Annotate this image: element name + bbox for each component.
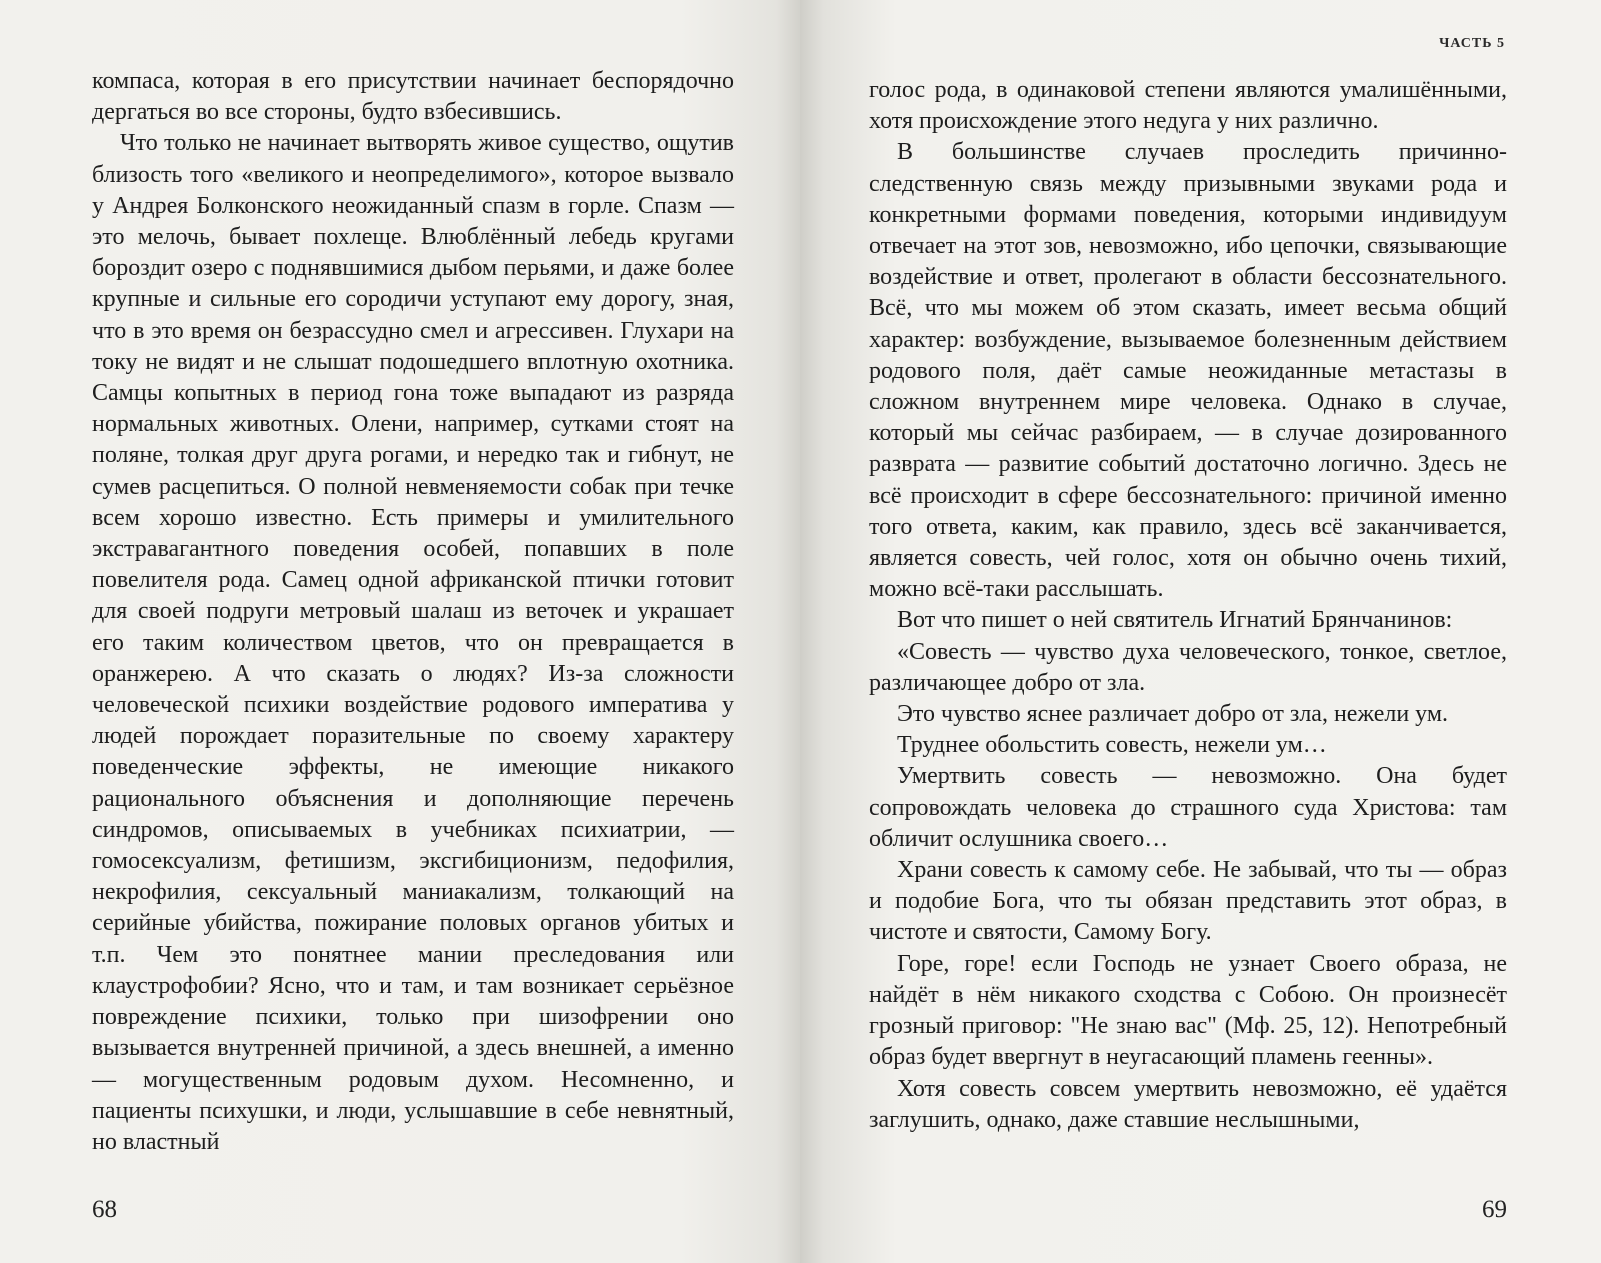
quote-paragraph: Храни совесть к самому себе. Не забывай, что ты — образ и подобие Бога, что ты обязан представить этот образ, в чистоте и святости, Самому Богу. (869, 857, 1507, 946)
right-page-text (869, 75, 1507, 1136)
right-page (800, 0, 1601, 1263)
left-page (0, 0, 800, 1263)
paragraph: Вот что пишет о ней святитель Игнатий Брянчанинов: (897, 607, 1453, 634)
quote-paragraph: Умертвить совесть — невозможно. Она будет сопровождать человека до страшного суда Христова: там обличит ослушника своего… (869, 763, 1507, 852)
left-page-text (92, 66, 734, 1158)
paragraph: голос рода, в одинаковой степени являются умалишёнными, хотя происхождение этого недуга у них различно. (869, 77, 1507, 135)
page-number: 68 (92, 1196, 117, 1223)
running-head: ЧАСТЬ 5 (1439, 36, 1505, 51)
quote-paragraph: Горе, горе! если Господь не узнает Своего образа, не найдёт в нём никакого сходства с Собою. Он произнесёт грозный приговор: "Не знаю вас" (Мф. 25, 12). Непотребный образ будет ввергнут в неугасающий пламень геенны». (869, 950, 1507, 1071)
page-number: 69 (1482, 1196, 1507, 1223)
paragraph: В большинстве случаев проследить причинно-следственную связь между призывными звуками рода и конкретными формами поведения, которыми индивидуум отвечает на этот зов, невозможно, ибо цепочки, связывающие воздействие и ответ, пролегают в области бессознательного. Всё, что мы можем об этом сказать, имеет весьма общий характер: возбуждение, вызываемое болезненным действием родового поля, даёт самые неожиданные метастазы в сложном внутреннем мире человека. Однако в случае, который мы сейчас разбираем, — в случае дозированного разврата — развитие событий достаточно логично. Здесь не всё происходит в сфере бессознательного: причиной именно того ответа, каким, как правило, здесь всё заканчивается, является совесть, чей голос, хотя он обычно очень тихий, можно всё-таки расслышать. (869, 139, 1507, 603)
quote-paragraph: Труднее обольстить совесть, нежели ум… (897, 732, 1327, 759)
paragraph: Что только не начинает вытворять живое существо, ощутив близость того «великого и неопределимого», которое вызвало у Андрея Болконского неожиданный спазм в горле. Спазм — это мелочь, бывает похлеще. Влюблённый лебедь кругами бороздит озеро с поднявшимися дыбом перьями, и даже более крупные и сильные его сородичи уступают ему дорогу, зная, что в это время он безрассудно смел и агрессивен. Глухари на току не видят и не слышат подошедшего вплотную охотника. Самцы копытных в период гона тоже выпадают из разряда нормальных животных. Олени, например, сутками стоят на поляне, толкая друг друга рогами, и нередко так и гибнут, не сумев расцепиться. О полной невменяемости собак при течке всем хорошо известно. Есть примеры и умилительного экстравагантного поведения особей, попавших в поле повелителя рода. Самец одной африканской птички готовит для своей подруги метровый шалаш из веточек и украшает его таким количеством цветов, что он превращается в оранжерею. А что сказать о людях? Из-за сложности человеческой психики воздействие родового императива у людей порождает поразительные по своему характеру поведенческие эффекты, не имеющие никакого рационального объяснения и дополняющие перечень синдромов, описываемых в учебниках психиатрии, — гомосексуализм, фетишизм, эксгибиционизм, педофилия, некрофилия, сексуальный маниакализм, толкающий на серийные убийства, пожирание половых органов убитых и т.п. Чем это понятнее мании преследования или клаустрофобии? Ясно, что и там, и там возникает серьёзное повреждение психики, только при шизофрении оно вызывается внутренней причиной, а здесь внешней, а именно — могущественным родовым духом. Несомненно, и пациенты психушки, и люди, услышавшие в себе невнятный, но властный (92, 130, 734, 1155)
quote-paragraph: «Совесть — чувство духа человеческого, тонкое, светлое, различающее добро от зла. (869, 638, 1507, 696)
paragraph: Хотя совесть совсем умертвить невозможно, её удаётся заглушить, однако, даже ставшие неслышными, (869, 1075, 1507, 1133)
quote-paragraph: Это чувство яснее различает добро от зла, нежели ум. (897, 701, 1449, 728)
paragraph: компаса, которая в его присутствии начинает беспорядочно дергаться во все стороны, будто взбесившись. (92, 68, 734, 126)
